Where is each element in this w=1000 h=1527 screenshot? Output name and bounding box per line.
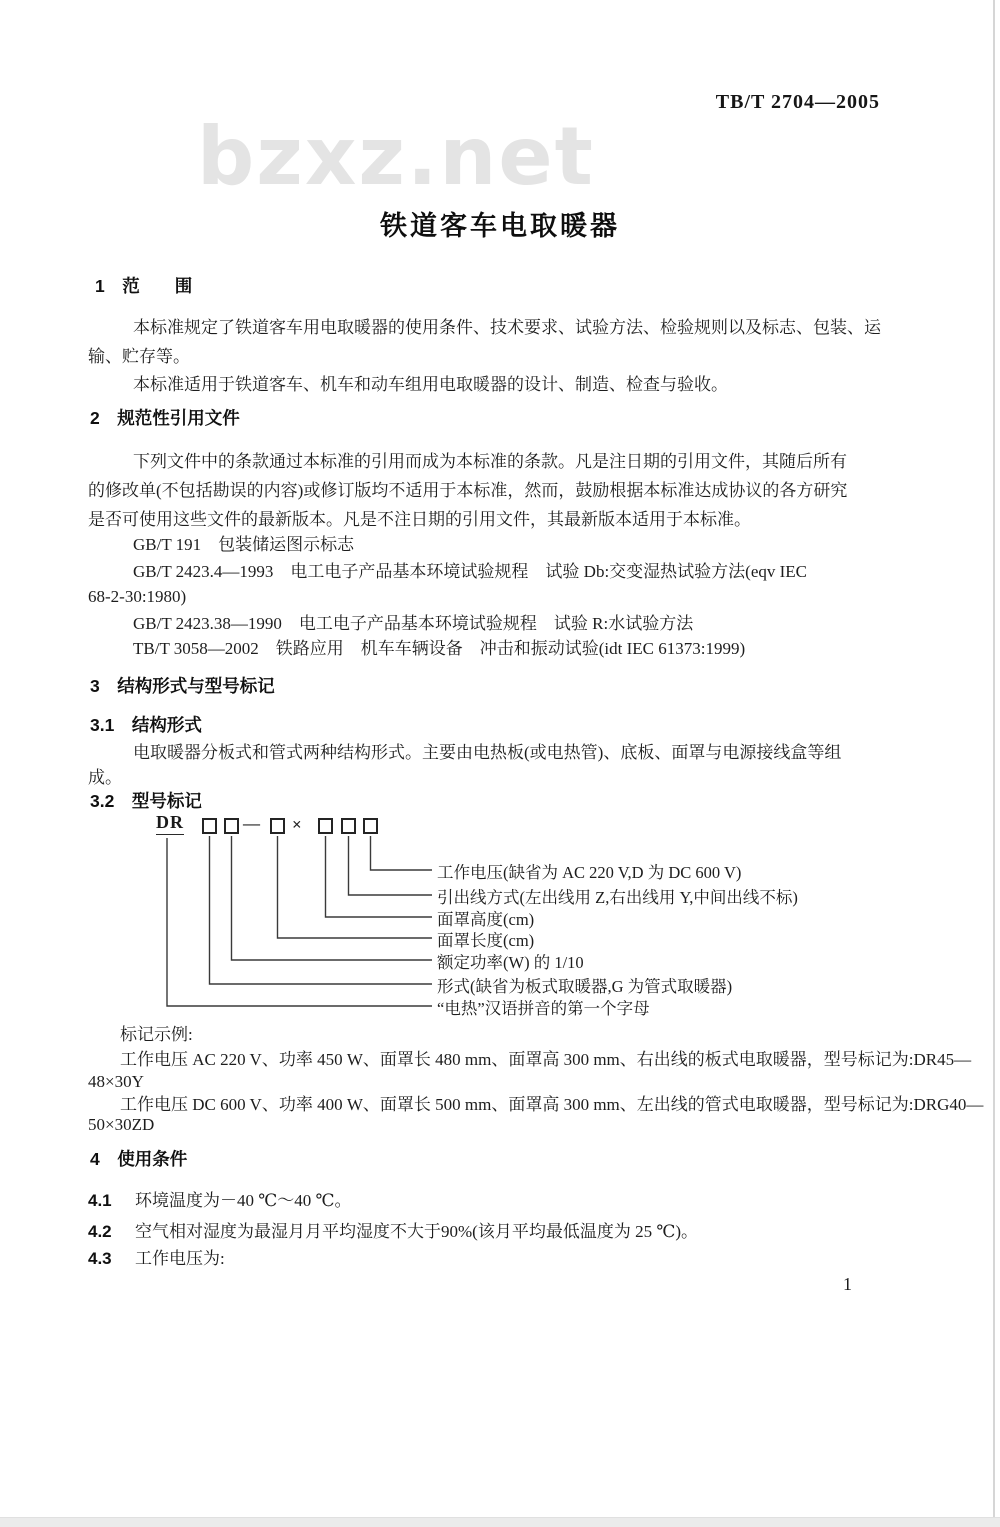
paragraph-line: 本标准规定了铁道客车用电取暖器的使用条件、技术要求、试验方法、检验规则以及标志、包装、运 [133,318,881,337]
model-code-box [270,818,285,834]
examples-label: 标记示例: [120,1025,193,1044]
paragraph-line: 的修改单(不包括勘误的内容)或修订版均不适用于本标准，然而，鼓励根据本标准达成协议的各方研究 [88,481,848,500]
model-code-box [202,818,217,834]
model-times: × [292,815,302,834]
diagram-label-rated-power: 额定功率(W) 的 1/10 [437,953,584,972]
diagram-label-cover-length: 面罩长度(cm) [437,931,535,950]
paragraph-line: 下列文件中的条款通过本标准的引用而成为本标准的条款。凡是注日期的引用文件，其随后所有 [133,452,847,471]
scan-bottom-strip [0,1517,1000,1527]
section-3-heading: 3 结构形式与型号标记 [90,676,275,696]
reference-item: TB/T 3058—2002 铁路应用 机车车辆设备 冲击和振动试验(idt IEC 61373:1999) [133,639,746,658]
model-dash: — [243,814,260,833]
clause-text: 环境温度为－40 ℃～40 ℃。 [135,1191,352,1210]
diagram-label-voltage: 工作电压(缺省为 AC 220 V,D 为 DC 600 V) [437,863,742,882]
diagram-label-cover-height: 面罩高度(cm) [437,910,535,929]
model-code-box [363,818,378,834]
clause-4-3 [88,1248,225,1269]
model-code-box [224,818,239,834]
scan-edge-line [993,0,995,1527]
clause-4-1 [88,1190,352,1211]
paragraph-line: 成。 [88,768,122,787]
paragraph-line: 本标准适用于铁道客车、机车和动车组用电取暖器的设计、制造、检查与验收。 [133,375,728,394]
document-title: 铁道客车电取暖器 [380,211,620,241]
section-3-1-heading: 3.1 结构形式 [90,715,202,735]
reference-item: GB/T 2423.4—1993 电工电子产品基本环境试验规程 试验 Db:交变湿热试验方法(eqv IEC [133,562,808,581]
model-prefix: DR [156,812,184,835]
clause-number: 4.3 [88,1249,112,1268]
reference-item: GB/T 2423.38—1990 电工电子产品基本环境试验规程 试验 R:水试验方法 [133,614,694,633]
paragraph-line: 电取暖器分板式和管式两种结构形式。主要由电热板(或电热管)、底板、面罩与电源接线盒等组 [133,743,842,762]
section-1-heading: 1 范 围 [95,276,193,296]
reference-item-continued: 68-2-30:1980) [88,587,187,606]
watermark-text: bzxz.net [197,110,595,203]
example-line: 50×30ZD [88,1115,155,1134]
clause-text: 空气相对湿度为最湿月月平均湿度不大于90%(该月平均最低温度为 25 ℃)。 [135,1222,698,1241]
reference-item: GB/T 191 包装储运图示标志 [133,535,355,554]
clause-4-2 [88,1221,698,1242]
standard-number: TB/T 2704—2005 [715,91,880,113]
clause-number: 4.1 [88,1191,112,1210]
paragraph-line: 是否可使用这些文件的最新版本。凡是不注日期的引用文件，其最新版本适用于本标准。 [88,510,751,529]
diagram-label-type: 形式(缺省为板式取暖器,G 为管式取暖器) [437,977,733,996]
page-number: 1 [843,1274,852,1294]
example-line: 工作电压 DC 600 V、功率 400 W、面罩长 500 mm、面罩高 300 mm、左出线的管式电取暖器，型号标记为:DRG40— [120,1095,984,1114]
clause-text: 工作电压为: [135,1249,225,1268]
clause-number: 4.2 [88,1222,112,1241]
diagram-label-lead-wire: 引出线方式(左出线用 Z,右出线用 Y,中间出线不标) [437,888,798,907]
model-code-box [341,818,356,834]
section-4-heading: 4 使用条件 [90,1149,188,1169]
section-2-heading: 2 规范性引用文件 [90,408,240,428]
model-code-box [318,818,333,834]
example-line: 工作电压 AC 220 V、功率 450 W、面罩长 480 mm、面罩高 300 mm、右出线的板式电取暖器，型号标记为:DR45— [120,1050,972,1069]
diagram-label-pinyin: “电热”汉语拼音的第一个字母 [437,999,650,1018]
section-3-2-heading: 3.2 型号标记 [90,791,202,811]
example-line: 48×30Y [88,1072,144,1091]
paragraph-line: 输、贮存等。 [88,347,190,366]
